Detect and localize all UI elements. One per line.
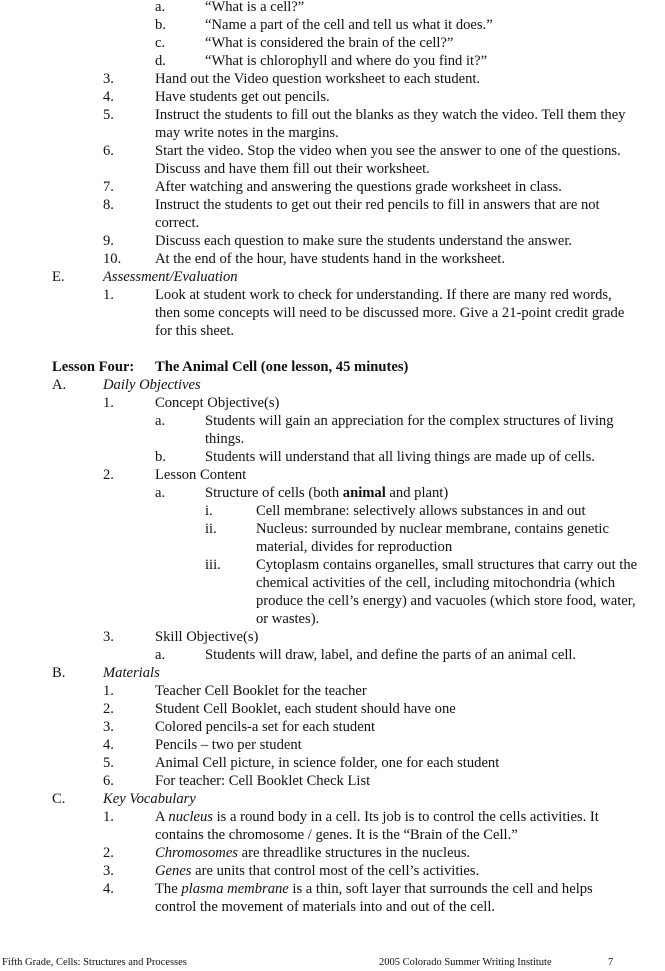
- item-text: or wastes).: [256, 611, 320, 627]
- text-line: [0, 340, 665, 358]
- outline-item: [0, 232, 665, 250]
- item-text: contains the chromosome / genes. It is the “Brain of the Cell.”: [155, 827, 518, 843]
- outline-item: [0, 520, 665, 556]
- item-text: [103, 790, 196, 808]
- text-line: [0, 556, 665, 574]
- text-line: [0, 898, 665, 916]
- item-label: 2.: [103, 845, 114, 861]
- item-label: 6.: [103, 143, 114, 159]
- text-line: [0, 52, 665, 70]
- outline-item: [0, 700, 665, 718]
- text-line: [0, 160, 665, 178]
- item-label: 3.: [103, 863, 114, 879]
- item-label: 1.: [103, 287, 114, 303]
- text-line: [0, 322, 665, 340]
- italic-term: Daily Objectives: [103, 377, 201, 393]
- outline-item: [0, 880, 665, 916]
- item-label: iii.: [205, 557, 221, 573]
- italic-term: Genes: [155, 863, 192, 879]
- text-line: [0, 412, 665, 430]
- outline-item: [0, 106, 665, 142]
- item-text: [155, 844, 470, 862]
- outline-item: [0, 556, 665, 628]
- text-line: [0, 358, 665, 376]
- item-text: Skill Objective(s): [155, 629, 259, 645]
- item-text: After watching and answering the questions grade worksheet in class.: [155, 179, 562, 195]
- item-label: 4.: [103, 881, 114, 897]
- text-segment: is a round body in a cell. Its job is to control the cells activities. It: [212, 809, 599, 825]
- text-line: [0, 394, 665, 412]
- item-label: 3.: [103, 719, 114, 735]
- text-line: [0, 646, 665, 664]
- item-label: 5.: [103, 755, 114, 771]
- item-label: 1.: [103, 395, 114, 411]
- text-line: [0, 196, 665, 214]
- item-text: Students will gain an appreciation for the complex structures of living: [205, 413, 614, 429]
- item-text: Nucleus: surrounded by nuclear membrane, contains genetic: [256, 521, 609, 537]
- item-text: may write notes in the margins.: [155, 125, 339, 141]
- item-label: 4.: [103, 89, 114, 105]
- text-line: [0, 592, 665, 610]
- item-text: [155, 862, 479, 880]
- item-text: The Animal Cell (one lesson, 45 minutes): [155, 359, 409, 375]
- text-segment: are units that control most of the cell’s activities.: [191, 863, 480, 879]
- outline-item: [0, 196, 665, 232]
- item-label: 1.: [103, 809, 114, 825]
- footer-institute: 2005 Colorado Summer Writing Institute: [379, 957, 552, 968]
- item-label: A.: [52, 377, 67, 393]
- item-text: correct.: [155, 215, 200, 231]
- outline-item: [0, 628, 665, 646]
- item-text: Student Cell Booklet, each student should have one: [155, 701, 456, 717]
- outline-item: [0, 718, 665, 736]
- item-label: ii.: [205, 521, 217, 537]
- item-text: Colored pencils-a set for each student: [155, 719, 376, 735]
- text-line: [0, 286, 665, 304]
- text-line: [0, 628, 665, 646]
- item-label: a.: [155, 647, 166, 663]
- text-line: [0, 790, 665, 808]
- item-text: Have students get out pencils.: [155, 89, 330, 105]
- outline-item: [0, 736, 665, 754]
- item-text: Instruct the students to get out their red pencils to fill in answers that are not: [155, 197, 600, 213]
- item-label: 4.: [103, 737, 114, 753]
- text-line: [0, 610, 665, 628]
- item-text: Discuss each question to make sure the students understand the answer.: [155, 233, 573, 249]
- item-text: Cytoplasm contains organelles, small structures that carry out the: [256, 557, 638, 573]
- text-line: [0, 214, 665, 232]
- item-text: Look at student work to check for understanding. If there are many red words,: [155, 287, 612, 303]
- item-text: “What is chlorophyll and where do you find it?”: [205, 53, 488, 69]
- item-text: things.: [205, 431, 245, 447]
- text-line: [0, 718, 665, 736]
- outline-item: [0, 178, 665, 196]
- item-label: B.: [52, 665, 66, 681]
- outline-item: [0, 790, 665, 808]
- outline-item: [0, 88, 665, 106]
- text-line: [0, 844, 665, 862]
- item-label: 5.: [103, 107, 114, 123]
- item-text: “Name a part of the cell and tell us what it does.”: [205, 17, 493, 33]
- outline-item: [0, 808, 665, 844]
- item-text: produce the cell’s energy) and vacuoles (which store food, water,: [256, 593, 636, 609]
- text-line: [0, 448, 665, 466]
- spacer: [0, 340, 665, 358]
- item-text: “What is considered the brain of the cell?”: [205, 35, 454, 51]
- text-line: [0, 250, 665, 268]
- outline-item: [0, 502, 665, 520]
- item-text: “What is a cell?”: [205, 0, 305, 15]
- outline-item: [0, 754, 665, 772]
- outline-item: [0, 412, 665, 448]
- text-line: [0, 34, 665, 52]
- text-line: [0, 736, 665, 754]
- item-text: [103, 376, 201, 394]
- text-line: [0, 520, 665, 538]
- item-label: b.: [155, 17, 166, 33]
- item-text: [103, 268, 238, 286]
- text-line: [0, 16, 665, 34]
- outline-item: [0, 466, 665, 484]
- item-label: 6.: [103, 773, 114, 789]
- item-label: a.: [155, 413, 166, 429]
- lesson-heading: [0, 358, 665, 376]
- item-label: C.: [52, 791, 66, 807]
- item-text: Teacher Cell Booklet for the teacher: [155, 683, 367, 699]
- outline-item: [0, 34, 665, 52]
- text-segment: A: [155, 809, 169, 825]
- item-label: 10.: [103, 251, 122, 267]
- outline-item: [0, 70, 665, 88]
- item-label: i.: [205, 503, 213, 519]
- item-label: d.: [155, 53, 166, 69]
- outline-item: [0, 376, 665, 394]
- item-text: Instruct the students to fill out the blanks as they watch the video. Tell them they: [155, 107, 626, 123]
- outline-item: [0, 862, 665, 880]
- outline-item: [0, 664, 665, 682]
- item-text: [205, 484, 448, 502]
- text-line: [0, 538, 665, 556]
- outline-item: [0, 394, 665, 412]
- text-line: [0, 862, 665, 880]
- item-label: c.: [155, 35, 166, 51]
- text-line: [0, 466, 665, 484]
- outline-item: [0, 484, 665, 502]
- outline-item: [0, 268, 665, 286]
- text-line: [0, 700, 665, 718]
- text-line: [0, 268, 665, 286]
- text-line: [0, 880, 665, 898]
- text-segment: and plant): [385, 485, 449, 501]
- text-line: [0, 826, 665, 844]
- italic-term: Chromosomes: [155, 845, 238, 861]
- text-line: [0, 664, 665, 682]
- outline-item: [0, 772, 665, 790]
- text-segment: is a thin, soft layer that surrounds the cell and helps: [288, 881, 593, 897]
- item-text: [103, 664, 160, 682]
- item-text: then some concepts will need to be discussed more. Give a 21-point credit grade: [155, 305, 625, 321]
- text-line: [0, 502, 665, 520]
- text-line: [0, 106, 665, 124]
- outline-item: [0, 682, 665, 700]
- italic-term: Key Vocabulary: [103, 791, 196, 807]
- text-line: [0, 178, 665, 196]
- outline-item: [0, 286, 665, 340]
- outline-item: [0, 0, 665, 16]
- text-line: [0, 70, 665, 88]
- item-text: Students will draw, label, and define the parts of an animal cell.: [205, 647, 577, 663]
- outline-item: [0, 250, 665, 268]
- item-label: 1.: [103, 683, 114, 699]
- item-label: 7.: [103, 179, 114, 195]
- item-text: Discuss and have them fill out their worksheet.: [155, 161, 430, 177]
- item-text: [155, 808, 599, 826]
- text-line: [0, 232, 665, 250]
- bold-term: animal: [342, 485, 386, 501]
- item-text: For teacher: Cell Booklet Check List: [155, 773, 371, 789]
- outline-item: [0, 142, 665, 178]
- text-line: [0, 682, 665, 700]
- text-line: [0, 124, 665, 142]
- item-text: Animal Cell picture, in science folder, one for each student: [155, 755, 500, 771]
- text-line: [0, 772, 665, 790]
- item-text: Students will understand that all living things are made up of cells.: [205, 449, 595, 465]
- item-label: a.: [155, 485, 166, 501]
- item-label: 8.: [103, 197, 114, 213]
- item-text: [155, 880, 593, 898]
- text-segment: The: [155, 881, 182, 897]
- outline-item: [0, 844, 665, 862]
- italic-term: Materials: [103, 665, 160, 681]
- outline-item: [0, 448, 665, 466]
- text-line: [0, 754, 665, 772]
- text-line: [0, 430, 665, 448]
- outline-item: [0, 16, 665, 34]
- item-label: 2.: [103, 701, 114, 717]
- page-number: 7: [608, 957, 614, 968]
- text-line: [0, 88, 665, 106]
- item-label: Lesson Four:: [52, 359, 135, 375]
- item-label: 3.: [103, 629, 114, 645]
- italic-term: Assessment/Evaluation: [103, 269, 238, 285]
- item-label: 9.: [103, 233, 114, 249]
- text-line: [0, 574, 665, 592]
- item-text: for this sheet.: [155, 323, 235, 339]
- item-label: E.: [52, 269, 65, 285]
- outline-item: [0, 52, 665, 70]
- text-line: [0, 0, 665, 16]
- item-label: 3.: [103, 71, 114, 87]
- italic-term: nucleus: [168, 809, 213, 825]
- text-line: [0, 304, 665, 322]
- item-text: control the movement of materials into and out of the cell.: [155, 899, 496, 915]
- outline-item: [0, 646, 665, 664]
- item-text: At the end of the hour, have students hand in the worksheet.: [155, 251, 505, 267]
- item-text: material, divides for reproduction: [256, 539, 453, 555]
- item-text: Lesson Content: [155, 467, 247, 483]
- item-label: 2.: [103, 467, 114, 483]
- text-line: [0, 376, 665, 394]
- text-segment: Structure of cells (both: [205, 485, 343, 501]
- item-label: b.: [155, 449, 166, 465]
- text-line: [0, 142, 665, 160]
- item-text: Pencils – two per student: [155, 737, 302, 753]
- footer-title: Fifth Grade, Cells: Structures and Processes: [2, 957, 187, 968]
- item-text: Start the video. Stop the video when you see the answer to one of the questions.: [155, 143, 621, 159]
- item-text: chemical activities of the cell, including mitochondria (which: [256, 575, 616, 591]
- text-segment: are threadlike structures in the nucleus.: [237, 845, 471, 861]
- item-label: a.: [155, 0, 166, 15]
- item-text: Concept Objective(s): [155, 395, 280, 411]
- item-text: Cell membrane: selectively allows substances in and out: [256, 503, 586, 519]
- page-footer: [0, 955, 665, 971]
- italic-term: plasma membrane: [181, 881, 289, 897]
- item-text: Hand out the Video question worksheet to each student.: [155, 71, 481, 87]
- text-line: [0, 808, 665, 826]
- text-line: [0, 484, 665, 502]
